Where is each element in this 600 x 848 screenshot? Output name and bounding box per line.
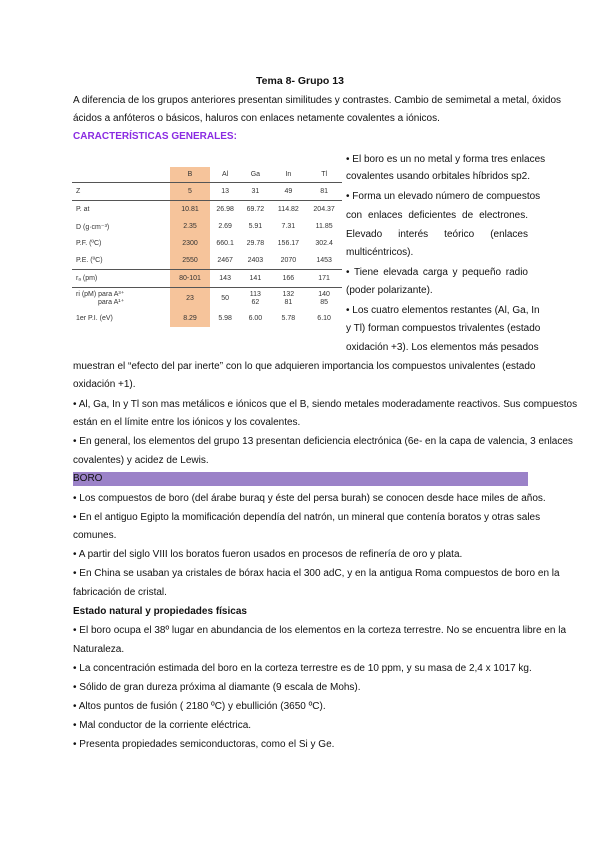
boro-line: comunes. [73,530,117,541]
intro-line-2: ácidos a anfóteros o básicos, haluros con enlaces netamente covalentes a iónicos. [73,113,440,124]
page-title: Tema 8- Grupo 13 [256,75,344,87]
right-line: multicéntricos). [346,247,414,258]
natural-line: • Sólido de gran dureza próxima al diamante (9 escala de Mohs). [73,682,361,693]
natural-line: • Mal conductor de la corriente eléctrica. [73,720,252,731]
header-cell: Tl [306,167,342,183]
general-line: muestran el “efecto del par inerte” con lo que adquieren importancia los compuestos univalentes (estado [73,361,536,372]
boro-line: • En China se usaban ya cristales de bórax hacia el 300 adC, y en la antigua Roma compuestos de boro en la [73,568,560,579]
natural-line: • Presenta propiedades semiconductoras, como el Si y Ge. [73,739,335,750]
natural-line: • La concentración estimada del boro en la corteza terrestre es de 10 ppm, y su masa de 2,4 x 1017 kg. [73,663,532,674]
boro-line: • Los compuestos de boro (del árabe buraq y éste del persa burah) se conocen desde hace miles de años. [73,493,546,504]
natural-line: • El boro ocupa el 38º lugar en abundancia de los elementos en la corteza terrestre. No se encuentra libre en la [73,625,567,636]
right-line: • Los cuatro elementos restantes (Al, Ga, In [346,305,540,316]
section-heading-general: CARACTERÍSTICAS GENERALES: [73,131,237,142]
section-heading-boro: BORO [73,472,528,486]
header-cell: Ga [240,167,270,183]
general-line: covalentes) y acidez de Lewis. [73,455,209,466]
intro-line-1: A diferencia de los grupos anteriores presentan similitudes y contrastes. Cambio de semimetal a metal, óxidos [73,95,562,106]
header-cell: B [170,167,210,183]
right-line: (poder polarizante). [346,285,433,296]
table-row: D (g·cm⁻³) 2.35 2.69 5.91 7.31 11.85 [72,218,342,235]
right-line: Elevado interés teórico (enlaces [346,229,528,240]
table-row: P. at 10.81 26.98 69.72 114.82 204.37 [72,201,342,219]
header-cell: In [271,167,307,183]
table-row: P.F. (ºC) 2300 660.1 29.78 156.17 302.4 [72,235,342,252]
general-line: • Al, Ga, In y Tl son mas metálicos e iónicos que el B, siendo metales moderadamente reactivos. Sus compuestos [73,399,578,410]
table-row: ri (pM) para A³⁺ para A¹⁺ 23 50 113 62 132 81 140 85 [72,288,342,311]
table-row: Z 5 13 31 49 81 [72,183,342,201]
right-line: • Forma un elevado número de compuestos [346,191,541,202]
natural-line: Naturaleza. [73,644,125,655]
general-line: están en el límite entre los iónicos y los covalentes. [73,417,301,428]
right-line: covalentes usando orbitales híbridos sp2. [346,171,531,182]
table-row: rₐ (pm) 80-101 143 141 166 171 [72,270,342,288]
general-line: • En general, los elementos del grupo 13 presentan deficiencia electrónica (6e- en la capa de valencia, 3 enlaces [73,436,573,447]
boro-line: • A partir del siglo VIII los boratos fueron usados en procesos de refinería de oro y plata. [73,549,463,560]
right-line: oxidación +3). Los elementos más pesados [346,342,539,353]
right-line: • El boro es un no metal y forma tres enlaces [346,154,546,165]
section-heading-natural: Estado natural y propiedades físicas [73,606,247,617]
header-cell: Al [210,167,240,183]
general-line: oxidación +1). [73,379,136,390]
properties-table [72,167,342,327]
boro-line: • En el antiguo Egipto la momificación dependía del natrón, un mineral que contenía boratos y otras sales [73,512,541,523]
table-row: 1er P.I. (eV) 8.29 5.98 6.00 5.78 6.10 [72,310,342,327]
table-header-row [72,167,342,183]
boro-line: fabricación de cristal. [73,587,167,598]
right-line: y Tl) forman compuestos trivalentes (estado [346,323,541,334]
right-line: • Tiene elevada carga y pequeño radio [346,267,528,278]
natural-line: • Altos puntos de fusión ( 2180 ºC) y ebullición (3650 ºC). [73,701,326,712]
table-row: P.E. (ºC) 2550 2467 2403 2070 1453 [72,252,342,270]
right-line: con enlaces deficientes de electrones. [346,210,528,221]
